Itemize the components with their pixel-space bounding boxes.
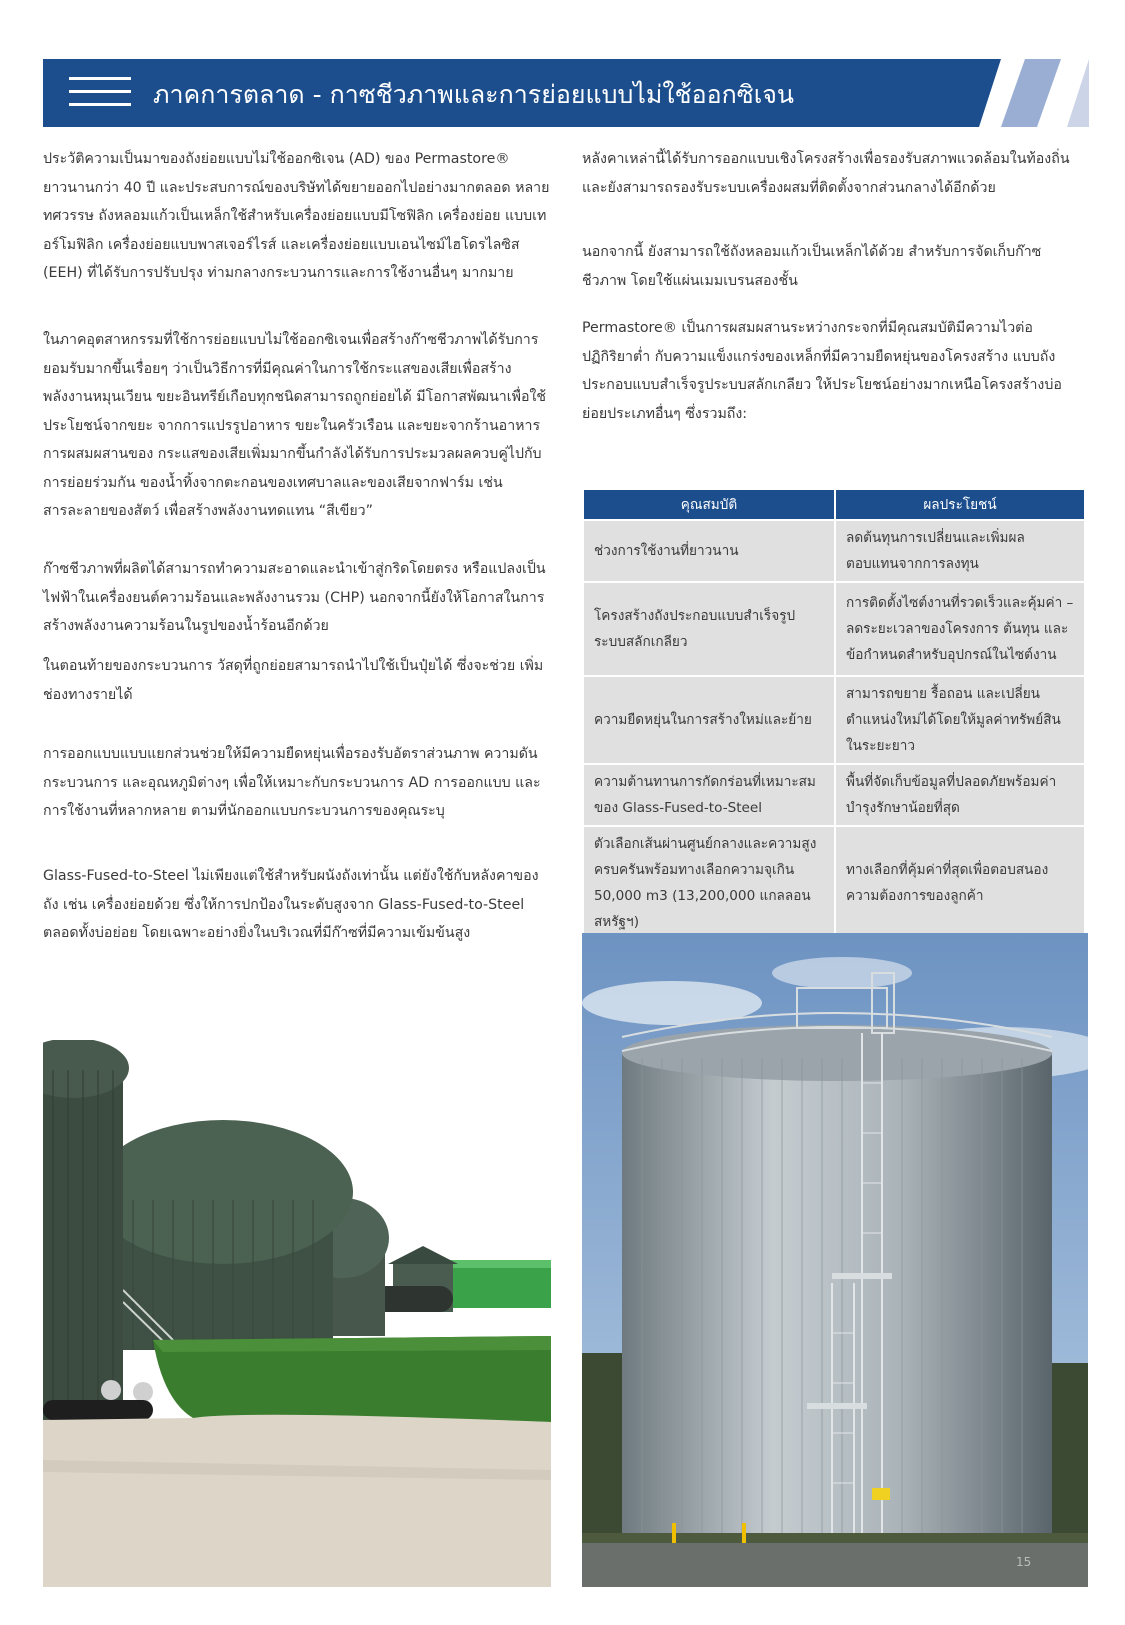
- benefit-cell: การติดตั้งไซต์งานที่รวดเร็วและคุ้มค่า – ลดระยะเวลาของโครงการ ต้นทุน และข้อกำหนดสำหรับอุปกรณ์ในไซต์งาน: [835, 582, 1085, 676]
- table-row: [583, 582, 1085, 676]
- feature-cell: ตัวเลือกเส้นผ่านศูนย์กลางและความสูงครบครันพร้อมทางเลือกความจุเกิน 50,000 m3 (13,200,000 แกลลอนสหรัฐฯ): [583, 826, 835, 940]
- left-paragraph-5: การออกแบบแบบแยกส่วนช่วยให้มีความยืดหยุ่นเพื่อรองรับอัตราส่วนภาพ ความดันกระบวนการ และอุณหภูมิต่างๆ เพื่อให้เหมาะกับกระบวนการ AD การออกแบบ และการใช้งานที่หลากหลาย ตามที่นักออกแบบกระบวนการของคุณระบุ: [43, 746, 541, 819]
- header-benefits: ผลประโยชน์: [835, 489, 1085, 520]
- left-paragraph-6: Glass-Fused-to-Steel ไม่เพียงแต่ใช้สำหรับผนังถังเท่านั้น แต่ยังใช้กับหลังคาของ ถัง เช่น เครื่องย่อยด้วย ซึ่งให้การปกป้องในระดับสูงจาก Glass-Fused-to-Steel ตลอดทั้งบ่อย่อย โดยเฉพาะอย่างยิ่งในบริเวณที่มีก๊าซที่มีความเข้มข้นสูง: [43, 868, 539, 941]
- benefit-cell: ทางเลือกที่คุ้มค่าที่สุดเพื่อตอบสนองความต้องการของลูกค้า: [835, 826, 1085, 940]
- feature-cell: ช่วงการใช้งานที่ยาวนาน: [583, 520, 835, 582]
- right-paragraph-3: Permastore® เป็นการผสมผสานระหว่างกระจกที่มีคุณสมบัติมีความไวต่อปฏิกิริยาต่ำ กับความแข็งแกร่งของเหล็กที่มีความยืดหยุ่นของโครงสร้าง แบบถังประกอบแบบสำเร็จรูประบบสลักเกลียว ให้ประโยชน์อย่างมากเหนือโครงสร้างบ่อย่อยประเภทอื่นๆ ซึ่งรวมถึง:: [582, 320, 1062, 422]
- right-paragraph-2: นอกจากนี้ ยังสามารถใช้ถังหลอมแก้วเป็นเหล็กได้ด้วย สำหรับการจัดเก็บก๊าซชีวภาพ โดยใช้แผ่นเมมเบรนสองชั้น: [582, 244, 1042, 289]
- table-row: [583, 826, 1085, 940]
- page-number: 15: [1016, 1555, 1032, 1569]
- table-row: [583, 676, 1085, 764]
- menu-lines-icon: [69, 77, 131, 107]
- left-paragraph-4: ในตอนท้ายของกระบวนการ วัสดุที่ถูกย่อยสามารถนำไปใช้เป็นปุ๋ยได้ ซึ่งจะช่วย เพิ่มช่องทางรายได้: [43, 658, 544, 703]
- table-row: [583, 764, 1085, 826]
- bolted-tank-photo: [582, 933, 1088, 1587]
- section-banner: [43, 59, 1089, 127]
- features-benefits-table: [582, 488, 1086, 941]
- feature-cell: ความยืดหยุ่นในการสร้างใหม่และย้าย: [583, 676, 835, 764]
- benefit-cell: สามารถขยาย รื้อถอน และเปลี่ยนตำแหน่งใหม่ได้โดยให้มูลค่าทรัพย์สินในระยะยาว: [835, 676, 1085, 764]
- benefit-cell: ลดต้นทุนการเปลี่ยนและเพิ่มผลตอบแทนจากการลงทุน: [835, 520, 1085, 582]
- feature-cell: โครงสร้างถังประกอบแบบสำเร็จรูประบบสลักเกลียว: [583, 582, 835, 676]
- table-header-row: [583, 489, 1085, 520]
- left-paragraph-1: ประวัติความเป็นมาของถังย่อยแบบไม่ใช้ออกซิเจน (AD) ของ Permastore® ยาวนานกว่า 40 ปี และประสบการณ์ของบริษัทได้ขยายออกไปอย่างมากตลอด หลายทศวรรษ ถังหลอมแก้วเป็นเหล็กใช้สำหรับเครื่องย่อยแบบมีโซฟิลิก เครื่องย่อย แบบเทอร์โมฟิลิก เครื่องย่อยแบบพาสเจอร์ไรส์ และเครื่องย่อยแบบเอนไซม์ไฮโดรไลซิส (EEH) ที่ได้รับการปรับปรุง ท่ามกลางกระบวนการและการใช้งานอื่นๆ มากมาย: [43, 151, 550, 281]
- section-title: ภาคการตลาด - กาซชีวภาพและการย่อยแบบไม่ใช้ออกซิเจน: [153, 80, 795, 109]
- left-paragraph-3: ก๊าซชีวภาพที่ผลิตได้สามารถทำความสะอาดและนำเข้าสู่กริดโดยตรง หรือแปลงเป็นไฟฟ้าในเครื่องยนต์ความร้อนและพลังงานรวม (CHP) นอกจากนี้ยังให้โอกาสในการสร้างพลังงานความร้อนในรูปของน้ำร้อนอีกด้วย: [43, 561, 546, 634]
- left-paragraph-2: ในภาคอุตสาหกรรมที่ใช้การย่อยแบบไม่ใช้ออกซิเจนเพื่อสร้างก๊าซชีวภาพได้รับการยอมรับมากขึ้นเรื่อยๆ ว่าเป็นวิธีการที่มีคุณค่าในการใช้กระแสของเสียเพื่อสร้างพลังงานหมุนเวียน ขยะอินทรีย์เกือบทุกชนิดสามารถถูกย่อยได้ มีโอกาสพัฒนาเพื่อใช้ประโยชน์จากขยะ จากการแปรรูปอาหาร ขยะในครัวเรือน และขยะจากร้านอาหาร การผสมผสานของ กระแสของเสียเพิ่มมากขึ้นกำลังได้รับการประมวลผลควบคู่ไปกับการย่อยร่วมกัน ของน้ำทิ้งจากตะกอนของเทศบาลและของเสียจากฟาร์ม เช่น สารละลายของสัตว์ เพื่อสร้างพลังงานทดแทน “สีเขียว”: [43, 332, 547, 519]
- table-row: [583, 520, 1085, 582]
- benefit-cell: พื้นที่จัดเก็บข้อมูลที่ปลอดภัยพร้อมค่าบำรุงรักษาน้อยที่สุด: [835, 764, 1085, 826]
- right-paragraph-1: หลังคาเหล่านี้ได้รับการออกแบบเชิงโครงสร้างเพื่อรองรับสภาพแวดล้อมในท้องถิ่น และยังสามารถรองรับระบบเครื่องผสมที่ติดตั้งจากส่วนกลางได้อีกด้วย: [582, 151, 1070, 196]
- biogas-plant-photo: [43, 1040, 551, 1587]
- feature-cell: ความต้านทานการกัดกร่อนที่เหมาะสมของ Glass-Fused-to-Steel: [583, 764, 835, 826]
- header-features: คุณสมบัติ: [583, 489, 835, 520]
